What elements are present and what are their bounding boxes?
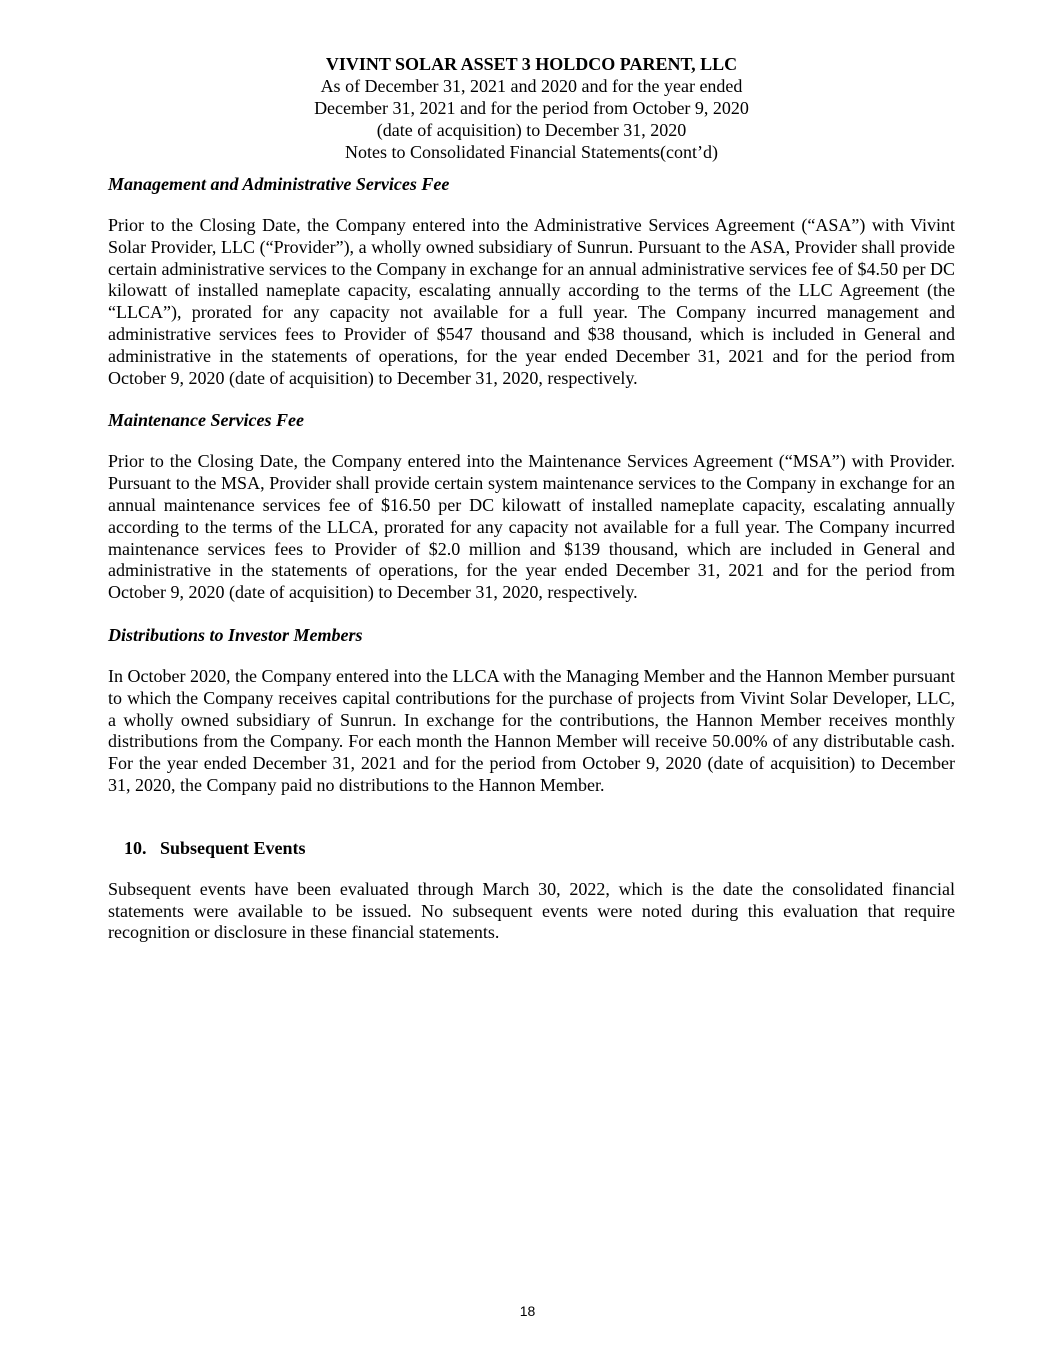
section-body: In October 2020, the Company entered into the LLCA with the Managing Member and the Hannon Member pursuant to which the Company receives capital contributions for the purchase of projects from Vivint Solar Developer, LLC, a wholly owned subsidiary of Sunrun. In exchange for the contributions, the Hannon Member receives monthly distributions from the Company. For each month the Hannon Member will receive 50.00% of any distributable cash. For the year ended December 31, 2021 and for the period from October 9, 2020 (date of acquisition) to December 31, 2020, the Company paid no distributions to the Hannon Member. <box>108 665 955 795</box>
section-heading: Maintenance Services Fee <box>108 410 304 431</box>
header-period-line-3: (date of acquisition) to December 31, 2020 <box>376 120 687 140</box>
company-name: VIVINT SOLAR ASSET 3 HOLDCO PARENT, LLC <box>325 54 738 74</box>
page-number: 18 <box>519 1303 536 1319</box>
section-body: Prior to the Closing Date, the Company entered into the Administrative Services Agreement (“ASA”) with Vivint Solar Provider, LLC (“Provider”), a wholly owned subsidiary of Sunrun. Pursuant to the ASA, Provider shall provide certain administrative services to the Company in exchange for an annual administrative services fee of $4.50 per DC kilowatt of installed nameplate capacity, escalating annually according to the terms of the LLC Agreement (the “LLCA”), prorated for any capacity not available for a full year. The Company incurred management and administrative services fees to Provider of $547 thousand and $38 thousand, which is included in General and administrative in the statements of operations, for the year ended December 31, 2021 and for the period from October 9, 2020 (date of acquisition) to December 31, 2020, respectively. <box>108 215 955 388</box>
section-heading: Distributions to Investor Members <box>108 624 363 645</box>
note-body: Subsequent events have been evaluated through March 30, 2022, which is the date the consolidated financial statements were available to be issued. No subsequent events were noted during this evaluation that require recognition or disclosure in these financial statements. <box>108 878 955 943</box>
section-heading: Management and Administrative Services Fee <box>108 174 450 194</box>
note-heading <box>108 837 955 859</box>
section-maintenance-fee <box>108 409 955 604</box>
document-header <box>108 53 955 163</box>
note-title: Subsequent Events <box>160 837 306 858</box>
header-notes-title: Notes to Consolidated Financial Statements(cont’d) <box>345 142 718 162</box>
section-management-fee <box>108 173 955 389</box>
note-subsequent-events <box>108 837 955 944</box>
document-page <box>108 53 955 944</box>
note-number: 10. <box>124 837 147 858</box>
section-body: Prior to the Closing Date, the Company entered into the Maintenance Services Agreement (“MSA”) with Provider. Pursuant to the MSA, Provider shall provide certain system maintenance services to the Company in exchange for an annual maintenance services fee of $16.50 per DC kilowatt of installed nameplate capacity, escalating annually according to the terms of the LLCA, prorated for any capacity not available for a full year. The Company incurred maintenance services fees to Provider of $2.0 million and $139 thousand, which are included in General and administrative in the statements of operations, for the year ended December 31, 2021 and for the period from October 9, 2020 (date of acquisition) to December 31, 2020, respectively. <box>108 451 955 603</box>
header-period-line-1: As of December 31, 2021 and 2020 and for the year ended <box>320 76 743 96</box>
section-distributions <box>108 624 955 797</box>
header-period-line-2: December 31, 2021 and for the period from October 9, 2020 <box>314 98 749 118</box>
